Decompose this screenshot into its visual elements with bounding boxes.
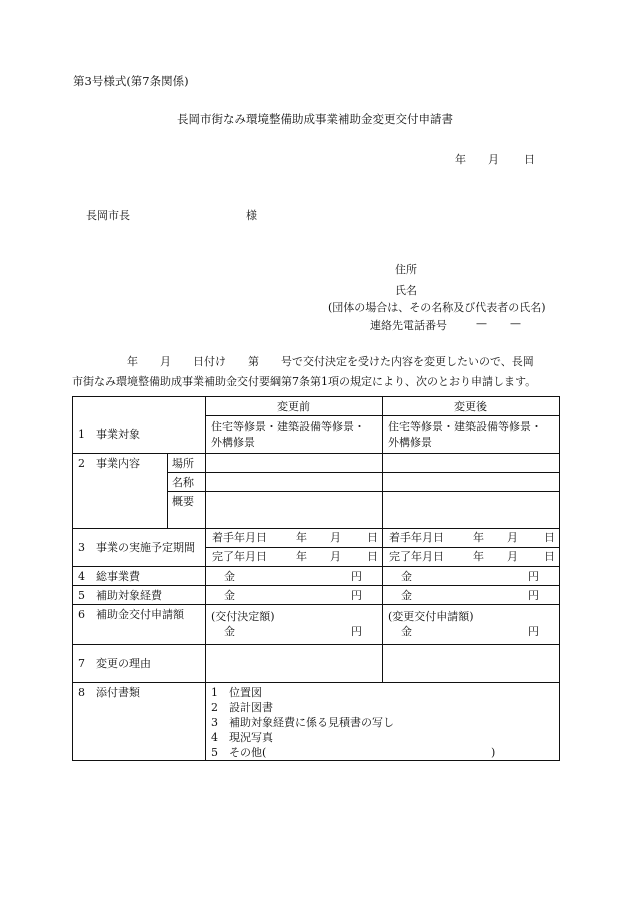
document-title: 長岡市街なみ環境整備助成事業補助金変更交付申請書: [177, 112, 453, 126]
row-label-eligible-cost: 5 補助対象経費: [78, 589, 162, 602]
table-line: [382, 396, 383, 682]
form-number: 第3号様式(第7条関係): [73, 74, 189, 88]
row1-after-line2: 外構修景: [388, 436, 432, 449]
row5-after-prefix: 金: [401, 589, 412, 602]
applicant-address-label: 住所: [395, 263, 417, 276]
table-line: [72, 585, 560, 586]
row-label-total-cost: 4 総事業費: [78, 570, 140, 583]
table-line: [72, 760, 560, 761]
body-text-line-1: 年 月 日付け 第 号で交付決定を受けた内容を変更したいので、長岡: [127, 355, 534, 368]
addressee-name: 長岡市長: [86, 209, 130, 222]
row-label-grant-amount: 6 補助金交付申請額: [78, 608, 184, 621]
row1-before-line2: 外構修景: [211, 436, 255, 449]
before-start-month: 月: [330, 531, 341, 544]
row4-after-prefix: 金: [401, 570, 412, 583]
table-line: [72, 566, 560, 567]
date-year-label: 年: [455, 153, 466, 166]
column-header-before: 変更前: [277, 400, 310, 413]
before-start-label: 着手年月日: [212, 531, 267, 544]
row4-before-prefix: 金: [224, 570, 235, 583]
row4-after-suffix: 円: [528, 570, 539, 583]
row-label-attachments: 8 添付書類: [78, 686, 140, 699]
table-line: [72, 396, 560, 397]
after-start-day: 日: [544, 531, 555, 544]
before-start-year: 年: [296, 531, 307, 544]
after-end-month: 月: [507, 550, 518, 563]
attachment-item: 5 その他(: [211, 746, 267, 759]
table-line: [205, 396, 206, 761]
row-label-schedule: 3 事業の実施予定期間: [78, 541, 195, 554]
sub-label-place: 場所: [172, 457, 194, 470]
after-start-year: 年: [473, 531, 484, 544]
attachment-item: 2 設計図書: [211, 701, 273, 714]
row5-before-prefix: 金: [224, 589, 235, 602]
table-line: [72, 453, 560, 454]
date-month-label: 月: [488, 153, 499, 166]
applicant-phone-label: 連絡先電話番号: [370, 319, 447, 332]
row6-before-suffix: 円: [351, 625, 362, 638]
before-end-label: 完了年月日: [212, 550, 267, 563]
table-line: [72, 396, 73, 761]
before-end-day: 日: [367, 550, 378, 563]
row5-after-suffix: 円: [528, 589, 539, 602]
row6-after-suffix: 円: [528, 625, 539, 638]
row-label-project-content: 2 事業内容: [78, 457, 140, 470]
table-line: [559, 396, 560, 761]
row4-before-suffix: 円: [351, 570, 362, 583]
after-end-year: 年: [473, 550, 484, 563]
addressee-honorific: 様: [246, 209, 257, 222]
before-end-year: 年: [296, 550, 307, 563]
phone-dash-2: —: [510, 317, 521, 330]
row6-after-note: (変更交付申請額): [388, 610, 474, 623]
date-day-label: 日: [524, 153, 535, 166]
phone-dash-1: —: [476, 317, 487, 330]
sub-label-name: 名称: [172, 476, 194, 489]
after-start-label: 着手年月日: [389, 531, 444, 544]
table-line: [167, 491, 560, 492]
before-end-month: 月: [330, 550, 341, 563]
row5-before-suffix: 円: [351, 589, 362, 602]
row1-after-line1: 住宅等修景・建築設備等修景・: [388, 420, 542, 433]
row6-after-prefix: 金: [401, 625, 412, 638]
table-line: [72, 528, 560, 529]
sub-label-outline: 概要: [172, 495, 194, 508]
before-start-day: 日: [367, 531, 378, 544]
table-line: [167, 472, 560, 473]
table-line: [72, 682, 560, 683]
row1-before-line1: 住宅等修景・建築設備等修景・: [211, 420, 365, 433]
table-line: [167, 453, 168, 529]
applicant-name-label: 氏名: [395, 284, 417, 297]
row6-before-prefix: 金: [224, 625, 235, 638]
attachment-item: 1 位置図: [211, 686, 262, 699]
body-text-line-2: 市街なみ環境整備助成事業補助金交付要綱第7条第1項の規定により、次のとおり申請します。: [72, 375, 537, 388]
row-label-change-reason: 7 変更の理由: [78, 657, 151, 670]
row6-before-note: (交付決定額): [211, 610, 275, 623]
attachment-item: 3 補助対象経費に係る見積書の写し: [211, 716, 394, 729]
table-line: [72, 604, 560, 605]
attachment-other-close-paren: ): [491, 746, 496, 759]
applicant-group-note: (団体の場合は、その名称及び代表者の氏名): [328, 301, 546, 314]
after-end-day: 日: [544, 550, 555, 563]
table-line: [72, 644, 560, 645]
attachment-item: 4 現況写真: [211, 731, 273, 744]
after-end-label: 完了年月日: [389, 550, 444, 563]
column-header-after: 変更後: [454, 400, 487, 413]
row-label-project-target: 1 事業対象: [78, 428, 140, 441]
after-start-month: 月: [507, 531, 518, 544]
